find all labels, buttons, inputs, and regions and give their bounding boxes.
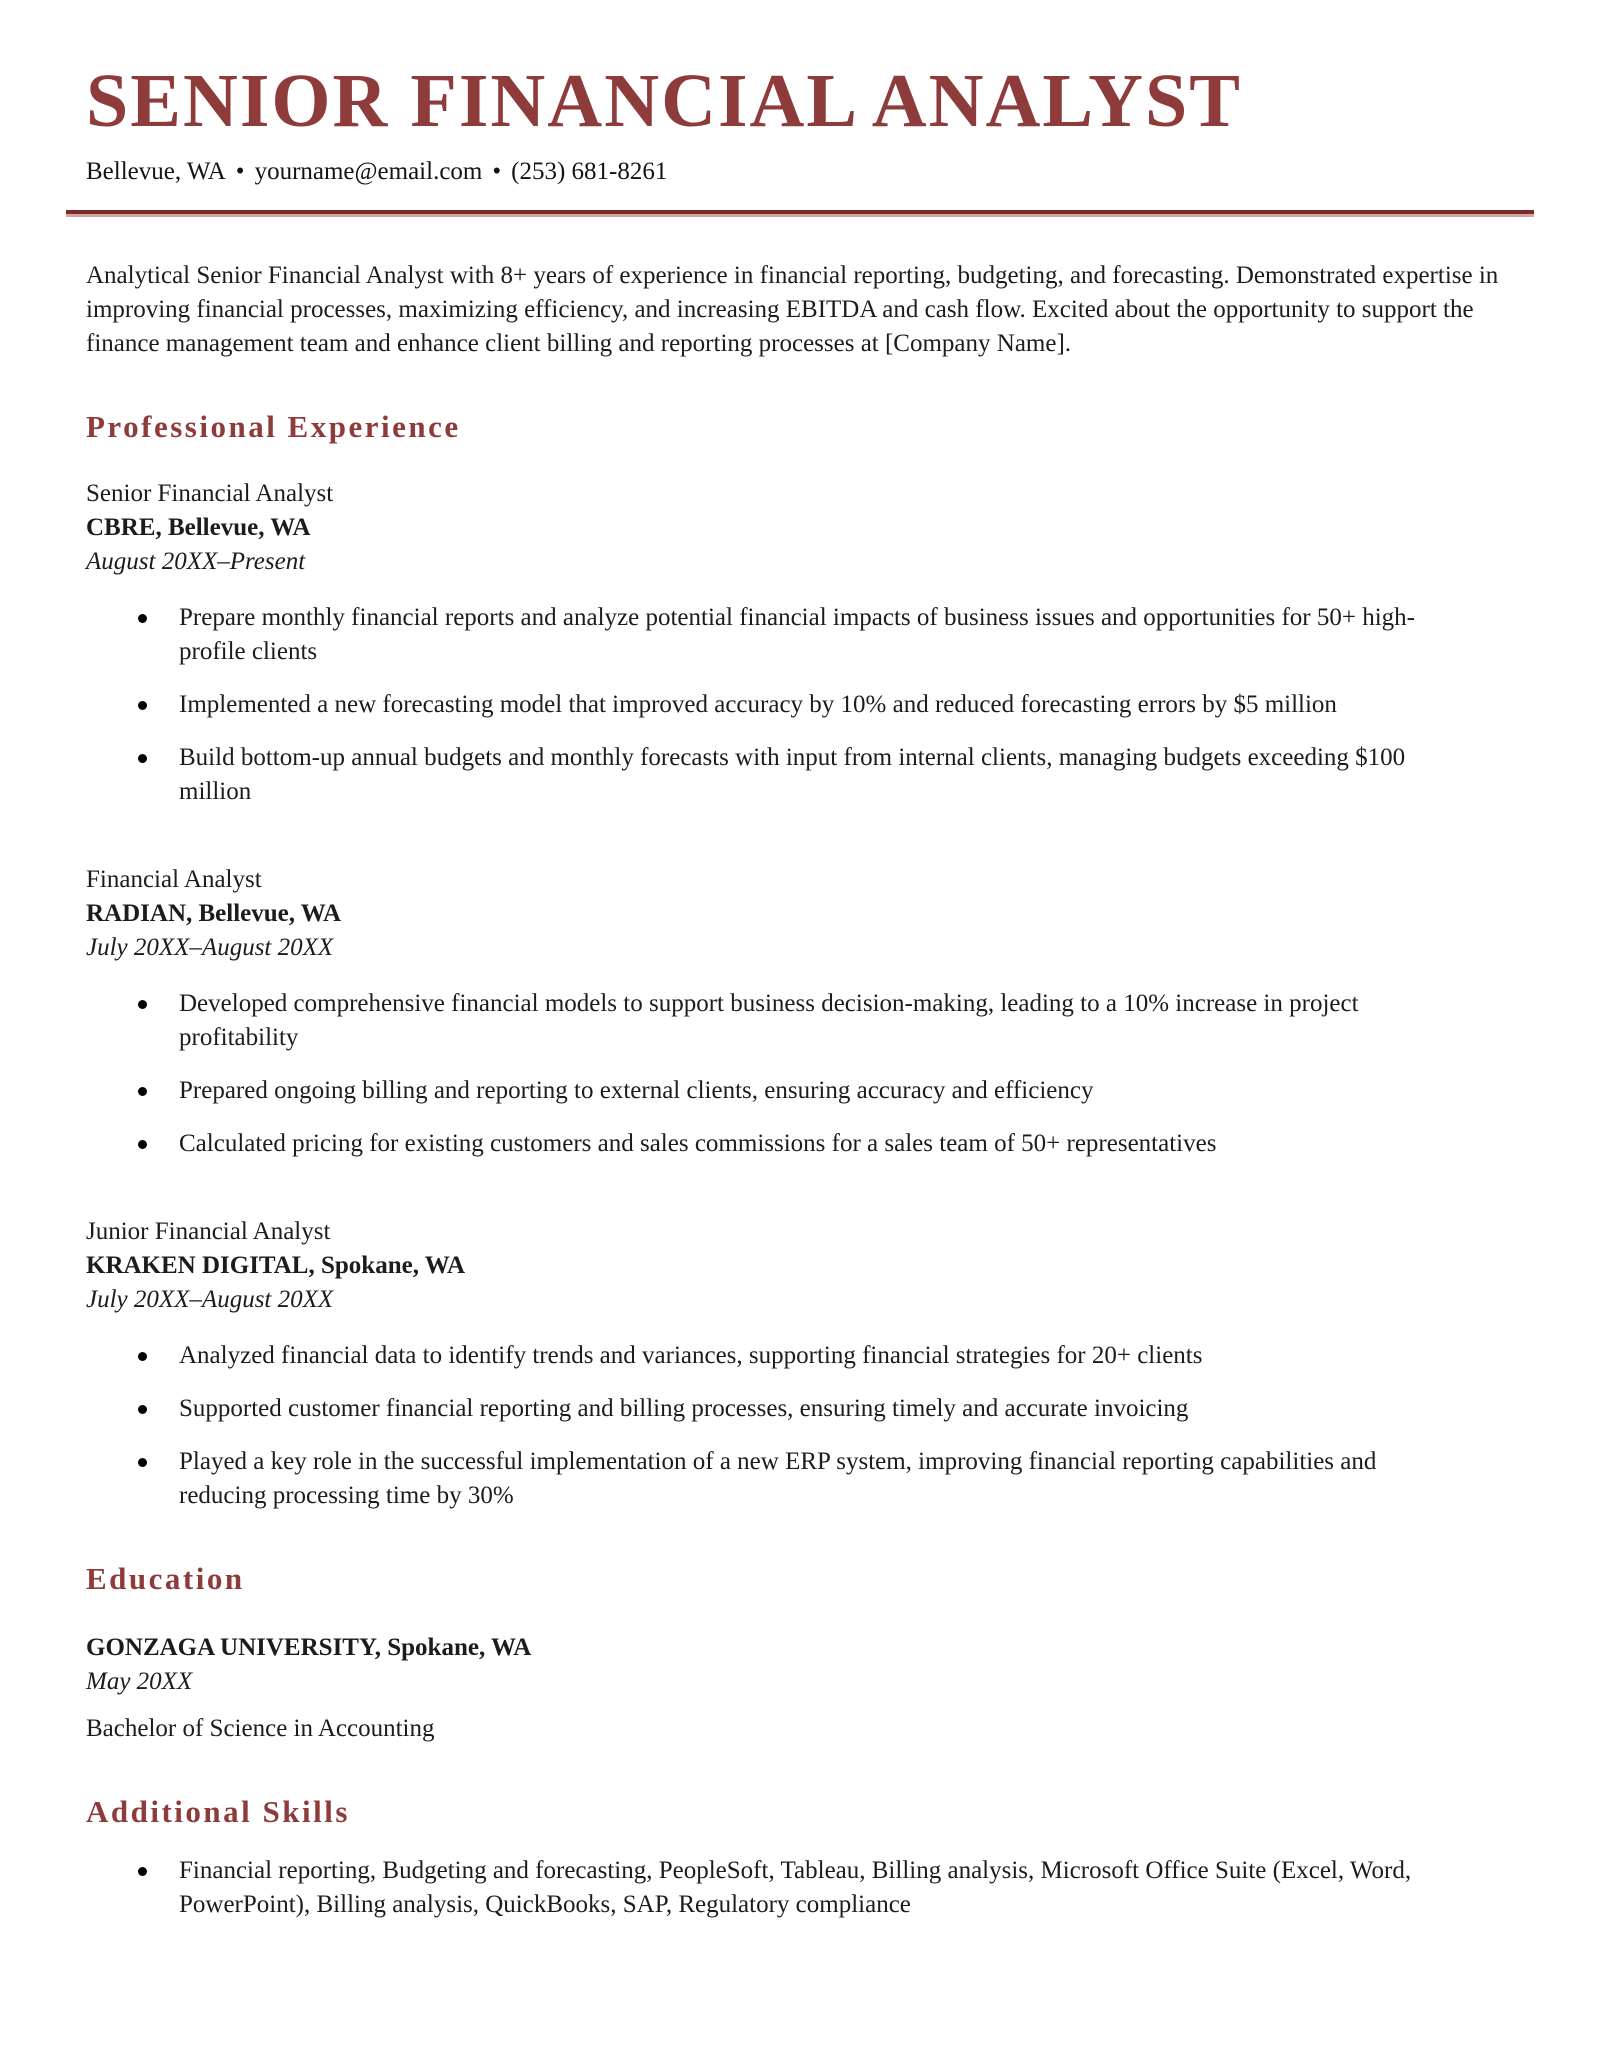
bullet-item: Build bottom-up annual budgets and monthly forecasts with input from internal clients, managing budgets exceeding $100 million [136,741,1446,809]
bullet-item: Financial reporting, Budgeting and forecasting, PeopleSoft, Tableau, Billing analysis, Microsoft Office Suite (Excel, Word, PowerPoint), Billing analysis, QuickBooks, SAP, Regulatory compliance [136,1854,1446,1922]
contact-line [86,158,1514,186]
bullet-item: Analyzed financial data to identify trends and variances, supporting financial strategies for 20+ clients [136,1339,1446,1373]
bullet-item: Developed comprehensive financial models to support business decision-making, leading to a 10% increase in project profitability [136,987,1446,1055]
job-company: RADIAN, Bellevue, WA [86,899,342,927]
page-title: SENIOR FINANCIAL ANALYST [86,59,1242,143]
section-heading-education: Education [86,1560,245,1596]
job-bullet-list [86,1339,1514,1513]
summary-paragraph: Analytical Senior Financial Analyst with 8+ years of experience in financial reporting, budgeting, and forecasting. Demonstrated expertise in improving financial processes, maximizing efficiency, and increasing EBITDA and cash flow. Excited about the opportunity to support the finance management team and enhance client billing and reporting processes at [Company Name]. [86,261,1499,357]
bullet-item: Prepare monthly financial reports and analyze potential financial impacts of business issues and opportunities for 50+ high-profile clients [136,601,1446,669]
contact-separator-icon: • [492,157,502,185]
education-entry [86,1631,1514,1746]
education-degree: Bachelor of Science in Accounting [86,1714,435,1742]
job-entry-cbre [86,477,1514,809]
header-divider [66,210,1534,217]
contact-separator-icon: • [235,157,245,185]
skills-bullet-list [86,1854,1514,1922]
job-bullet-list [86,601,1514,809]
job-company: KRAKEN DIGITAL, Spokane, WA [86,1251,466,1279]
bullet-item: Implemented a new forecasting model that improved accuracy by 10% and reduced forecasting errors by $5 million [136,688,1446,722]
bullet-item: Played a key role in the successful implementation of a new ERP system, improving financial reporting capabilities and reducing processing time by 30% [136,1445,1446,1513]
section-heading-experience: Professional Experience [86,408,461,444]
job-dates: August 20XX–Present [86,547,306,575]
job-company: CBRE, Bellevue, WA [86,513,311,541]
section-education [86,1559,1514,1746]
section-additional-skills [86,1792,1514,1922]
contact-location: Bellevue, WA [86,157,226,185]
job-dates: July 20XX–August 20XX [86,1285,334,1313]
job-title: Senior Financial Analyst [86,479,334,507]
job-entry-radian [86,863,1514,1161]
section-professional-experience [86,407,1514,1513]
bullet-item: Supported customer financial reporting and billing processes, ensuring timely and accurate invoicing [136,1392,1446,1426]
contact-phone: (253) 681-8261 [511,157,668,185]
job-dates: July 20XX–August 20XX [86,933,334,961]
education-school: GONZAGA UNIVERSITY, Spokane, WA [86,1633,532,1661]
bullet-item: Calculated pricing for existing customers and sales commissions for a sales team of 50+ representatives [136,1127,1446,1161]
section-heading-skills: Additional Skills [86,1793,350,1829]
job-title: Junior Financial Analyst [86,1217,331,1245]
contact-email[interactable]: yourname@email.com [254,157,483,185]
bullet-item: Prepared ongoing billing and reporting to external clients, ensuring accuracy and efficiency [136,1074,1446,1108]
job-entry-kraken-digital [86,1215,1514,1513]
job-title: Financial Analyst [86,865,262,893]
resume-header [86,59,1514,217]
job-bullet-list [86,987,1514,1161]
education-date: May 20XX [86,1667,193,1695]
